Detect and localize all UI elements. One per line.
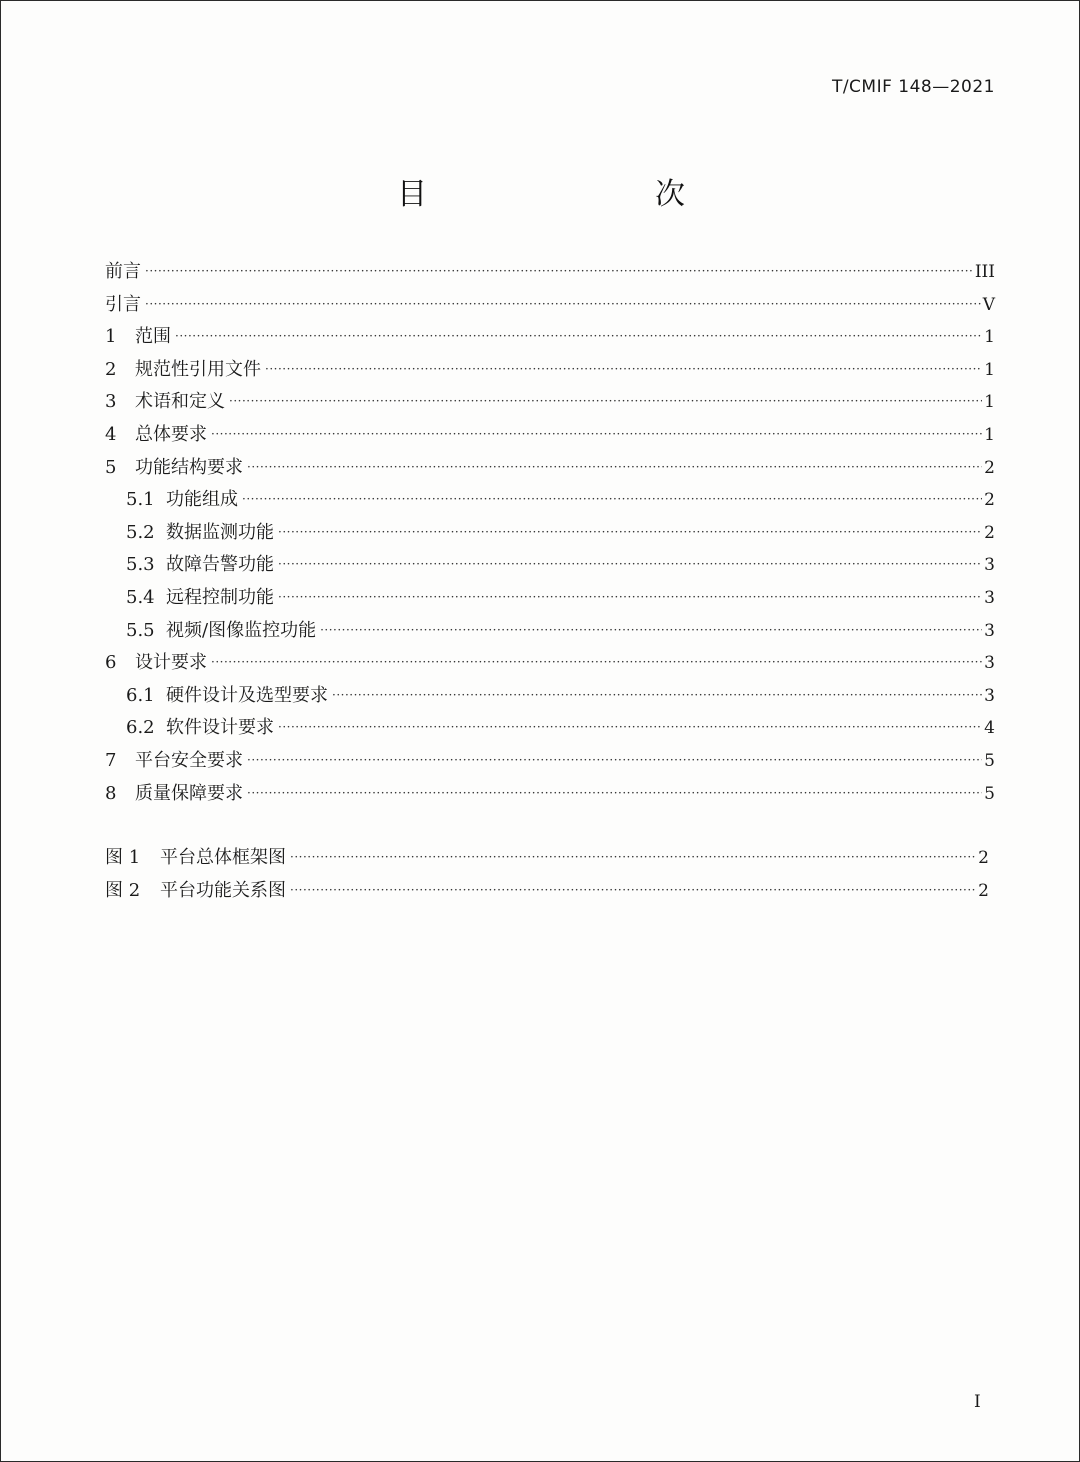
entry-title: 总体要求 (135, 423, 207, 445)
figure-entry[interactable] (105, 842, 989, 875)
toc-entry[interactable] (105, 452, 995, 485)
entry-number: 2 (105, 358, 117, 380)
entry-number: 5.4 (126, 586, 155, 608)
entry-page-number: 3 (984, 685, 995, 706)
entry-number: 5.2 (126, 521, 155, 543)
entry-number: 5.1 (126, 489, 155, 511)
entry-page-number: 3 (984, 555, 995, 576)
dot-leader (320, 614, 982, 647)
toc-entry[interactable] (105, 321, 995, 354)
entry-number: 5 (105, 456, 117, 478)
dot-leader (278, 516, 982, 549)
entry-title: 故障告警功能 (166, 554, 274, 576)
toc-entry[interactable] (105, 778, 995, 811)
entry-title: 范围 (135, 326, 171, 348)
entry-page-number: 1 (984, 359, 995, 380)
entry-number: 图 2 (105, 879, 141, 901)
entry-title: 平台功能关系图 (160, 879, 286, 901)
dot-leader (145, 255, 973, 288)
toc-entry[interactable] (105, 386, 995, 419)
toc-entry[interactable] (105, 256, 995, 289)
entry-number: 1 (105, 326, 117, 348)
entry-page-number: 1 (984, 327, 995, 348)
dot-leader (332, 679, 982, 712)
dot-leader (278, 581, 982, 614)
entry-page-number: 5 (984, 783, 995, 804)
standard-code: T/CMIF 148—2021 (831, 77, 995, 97)
toc-entry[interactable] (105, 680, 995, 713)
entry-title: 平台总体框架图 (160, 847, 286, 868)
toc-entry[interactable] (105, 289, 995, 322)
entry-number: 6.2 (126, 717, 155, 739)
entry-page-number: 4 (984, 718, 995, 739)
toc-entry[interactable] (105, 354, 995, 387)
entry-number: 5.5 (126, 619, 155, 641)
entry-title: 数据监测功能 (166, 521, 274, 543)
entry-title: 远程控制功能 (166, 586, 274, 608)
toc-entry[interactable] (105, 484, 995, 517)
entry-number: 图 1 (105, 847, 141, 868)
entry-page-number: III (974, 262, 995, 282)
entry-title: 前言 (105, 261, 141, 282)
dot-leader (247, 777, 982, 810)
entry-page-number: 2 (984, 490, 995, 511)
dot-leader (229, 385, 982, 418)
toc-entry[interactable] (105, 419, 995, 452)
dot-leader (247, 744, 982, 777)
dot-leader (211, 418, 982, 451)
figure-list (105, 842, 989, 907)
entry-title: 视频/图像监控功能 (166, 619, 317, 641)
dot-leader (211, 646, 982, 679)
entry-title: 平台安全要求 (135, 749, 243, 771)
dot-leader (242, 483, 982, 516)
entry-title: 质量保障要求 (135, 782, 243, 804)
figure-entry[interactable] (105, 875, 989, 908)
page-number: I (974, 1392, 981, 1412)
toc-entry[interactable] (105, 647, 995, 680)
toc-entry[interactable] (105, 712, 995, 745)
toc-entry[interactable] (105, 549, 995, 582)
entry-title: 功能组成 (166, 489, 238, 511)
dot-leader (145, 288, 981, 321)
entry-number: 3 (105, 391, 117, 413)
table-of-contents (105, 256, 995, 810)
entry-page-number: 2 (984, 522, 995, 543)
entry-page-number: 3 (984, 653, 995, 674)
entry-number: 6 (105, 652, 117, 674)
dot-leader (290, 841, 976, 874)
entry-page-number: 5 (984, 750, 995, 771)
entry-page-number: 2 (978, 848, 989, 868)
entry-number: 6.1 (126, 684, 155, 706)
entry-page-number: 2 (978, 880, 989, 901)
entry-title: 功能结构要求 (135, 456, 243, 478)
entry-number: 4 (105, 423, 117, 445)
dot-leader (247, 451, 982, 484)
entry-page-number: V (982, 294, 995, 315)
toc-entry[interactable] (105, 517, 995, 550)
entry-title: 引言 (105, 293, 141, 315)
entry-title: 术语和定义 (135, 391, 225, 413)
dot-leader (175, 320, 982, 353)
toc-entry[interactable] (105, 582, 995, 615)
entry-number: 5.3 (126, 554, 155, 576)
entry-page-number: 2 (984, 457, 995, 478)
entry-page-number: 3 (984, 620, 995, 641)
toc-entry[interactable] (105, 745, 995, 778)
toc-entry[interactable] (105, 615, 995, 648)
dot-leader (278, 711, 982, 744)
dot-leader (265, 353, 982, 386)
entry-number: 7 (105, 749, 117, 771)
dot-leader (290, 874, 976, 907)
entry-title: 软件设计要求 (166, 717, 274, 739)
entry-page-number: 1 (984, 424, 995, 445)
entry-title: 设计要求 (135, 652, 207, 674)
entry-number: 8 (105, 782, 117, 804)
page-title: 目 次 (397, 177, 741, 212)
entry-title: 规范性引用文件 (135, 358, 261, 380)
entry-page-number: 1 (984, 392, 995, 413)
entry-page-number: 3 (984, 587, 995, 608)
entry-title: 硬件设计及选型要求 (166, 684, 328, 706)
dot-leader (278, 548, 982, 581)
